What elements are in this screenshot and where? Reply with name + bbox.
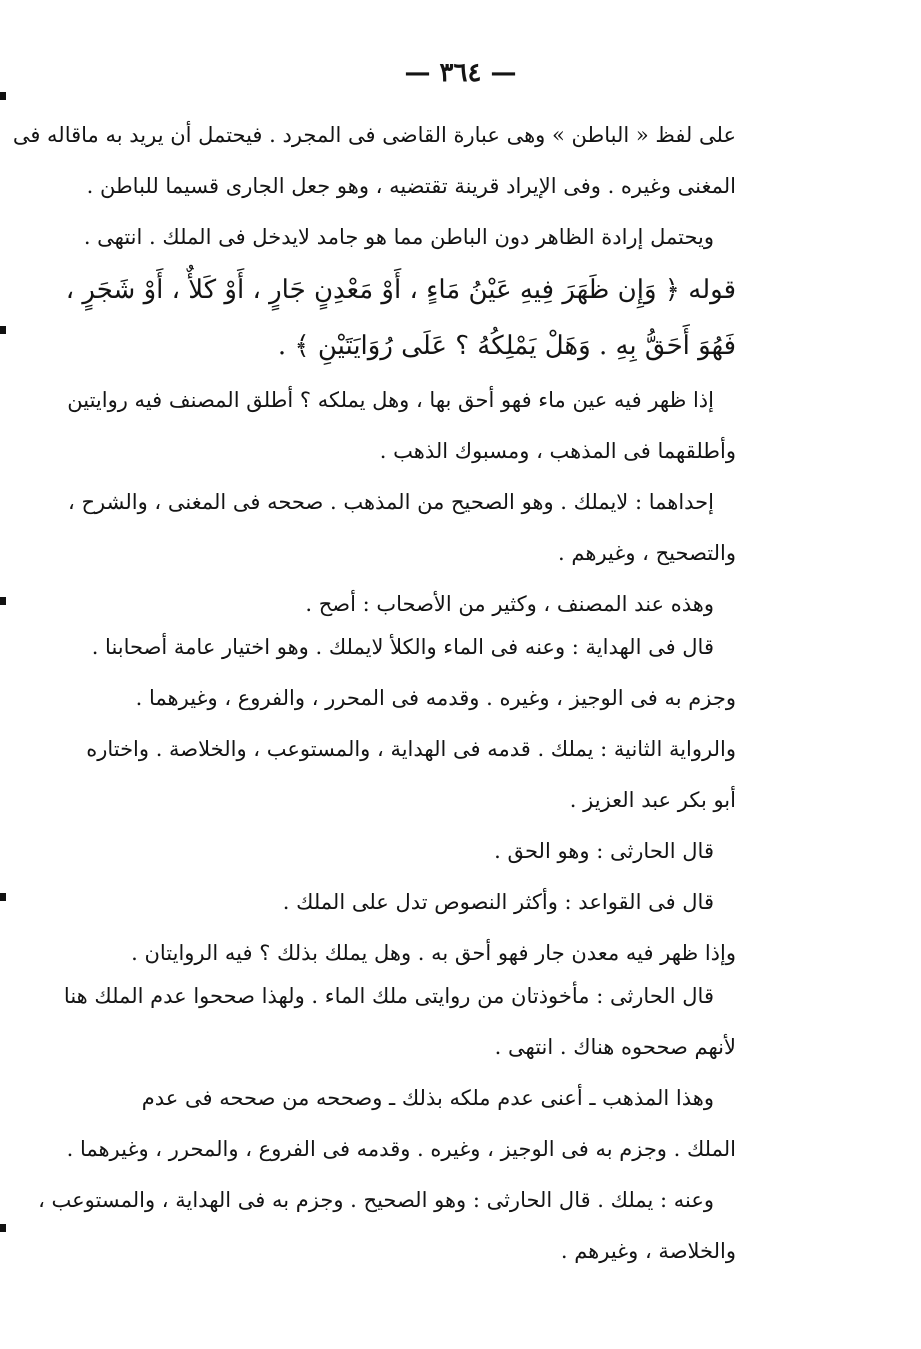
scan-edge-mark bbox=[0, 893, 6, 901]
text-line: على لفظ « الباطن » وهى عبارة القاضى فى المجرد . فيحتمل أن يريد به ماقاله فى bbox=[12, 123, 736, 147]
text-line: وهذا المذهب ـ أعنى عدم ملكه بذلك ـ وصححه من صححه فى عدم bbox=[141, 1086, 714, 1110]
text-line: إحداهما : لايملك . وهو الصحيح من المذهب . صححه فى المغنى ، والشرح ، bbox=[68, 490, 714, 514]
quran-verse-line: قوله ﴿ وَإِن ظَهَرَ فِيهِ عَيْنُ مَاءٍ ، أَوْ مَعْدِنٍ جَارٍ ، أَوْ كَلأٌ ، أَوْ شَجَرٍ ، bbox=[65, 275, 736, 305]
scan-edge-mark bbox=[0, 597, 6, 605]
text-line: قال فى القواعد : وأكثر النصوص تدل على الملك . bbox=[282, 890, 714, 914]
scan-edge-mark bbox=[0, 92, 6, 100]
text-line: قال فى الهداية : وعنه فى الماء والكلأ لايملك . وهو اختيار عامة أصحابنا . bbox=[91, 635, 714, 659]
scan-edge-mark bbox=[0, 1224, 6, 1232]
text-line: وهذه عند المصنف ، وكثير من الأصحاب : أصح . bbox=[305, 592, 714, 616]
text-line: وأطلقهما فى المذهب ، ومسبوك الذهب . bbox=[379, 439, 736, 463]
text-line: قال الحارثى : مأخوذتان من روايتى ملك الماء . ولهذا صححوا عدم الملك هنا bbox=[63, 984, 714, 1008]
text-line: المغنى وغيره . وفى الإيراد قرينة تقتضيه ، وهو جعل الجارى قسيما للباطن . bbox=[86, 174, 736, 198]
text-body bbox=[12, 120, 736, 1287]
text-line: ويحتمل إرادة الظاهر دون الباطن مما هو جامد لايدخل فى الملك . انتهى . bbox=[83, 225, 714, 249]
text-line: والرواية الثانية : يملك . قدمه فى الهداية ، والمستوعب ، والخلاصة . واختاره bbox=[86, 737, 736, 761]
text-line: قال الحارثى : وهو الحق . bbox=[494, 839, 714, 863]
text-line: وإذا ظهر فيه معدن جار فهو أحق به . وهل يملك بذلك ؟ فيه الروايتان . bbox=[131, 941, 736, 965]
scan-edge-mark bbox=[0, 326, 6, 334]
quran-verse-line: فَهُوَ أَحَقُّ بِهِ . وَهَلْ يَمْلِكُهُ ؟ عَلَى رُوَايَتَيْنِ ﴾ . bbox=[277, 331, 736, 361]
text-line: إذا ظهر فيه عين ماء فهو أحق بها ، وهل يملكه ؟ أطلق المصنف فيه روايتين bbox=[67, 388, 714, 412]
text-line: أبو بكر عبد العزيز . bbox=[569, 788, 736, 812]
text-line: والتصحيح ، وغيرهم . bbox=[558, 541, 736, 565]
text-line: الملك . وجزم به فى الوجيز ، وغيره . وقدمه فى الفروع ، والمحرر ، وغيرهما . bbox=[66, 1137, 736, 1161]
text-line: والخلاصة ، وغيرهم . bbox=[560, 1239, 736, 1263]
text-line: وعنه : يملك . قال الحارثى : وهو الصحيح . وجزم به فى الهداية ، والمستوعب ، bbox=[38, 1188, 714, 1212]
text-line: وجزم به فى الوجيز ، وغيره . وقدمه فى المحرر ، والفروع ، وغيرهما . bbox=[135, 686, 736, 710]
text-line: لأنهم صححوه هناك . انتهى . bbox=[494, 1035, 736, 1059]
page-number: — ٣٦٤ — bbox=[404, 58, 517, 88]
